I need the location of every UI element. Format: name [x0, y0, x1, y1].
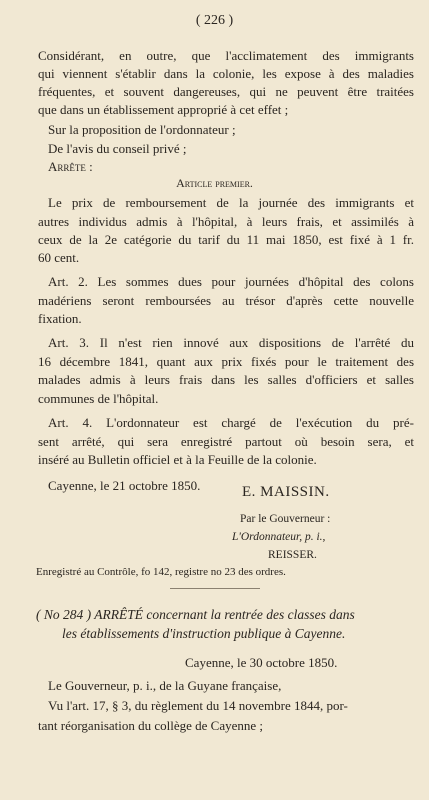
signatory-name: E. MAISSIN. [242, 484, 330, 500]
ordonnateur-line: L'Ordonnateur, p. i., [232, 531, 326, 543]
decree-date: Cayenne, le 30 octobre 1850. [185, 655, 338, 670]
page-number: ( 226 ) [195, 13, 234, 28]
text-line: qui viennent s'établir dans la colonie, les expose à des maladies [38, 66, 414, 81]
text-line: sent arrêté, qui sera enregistré partout où besoin sera, et [38, 434, 414, 449]
text-line: fixation. [38, 311, 82, 326]
section-divider [170, 588, 260, 589]
text-line: Art. 3. Il n'est rien innové aux dispositions de l'arrêté du [48, 335, 414, 350]
text-line: madériens seront remboursées au trésor d'après cette nouvelle [38, 293, 414, 308]
signature-date: Cayenne, le 21 octobre 1850. [48, 478, 201, 493]
text-line: autres individus admis à l'hôpital, à leurs frais, et assimilés à [38, 214, 414, 229]
text-line: Art. 2. Les sommes dues pour journées d'hôpital des colons [48, 274, 414, 289]
text-line: Le prix de remboursement de la journée des immigrants et [48, 195, 414, 210]
text-line: 16 décembre 1841, quant aux prix fixés pour le traitement des [38, 354, 414, 369]
decree-title-cont: les établissements d'instruction publique à Cayenne. [62, 626, 346, 641]
text-line: ceux de la 2e catégorie du tarif du 11 mai 1850, est fixé à 1 fr. [38, 232, 414, 247]
text-line: Considérant, en outre, que l'acclimatement des immigrants [38, 48, 414, 63]
article-heading: Article premier. [176, 176, 253, 190]
text-line: Vu l'art. 17, § 3, du règlement du 14 novembre 1844, por- [48, 698, 348, 713]
text-line: Art. 4. L'ordonnateur est chargé de l'exécution du pré- [48, 415, 414, 430]
text-line: que dans un établissement approprié à cet effet ; [38, 102, 289, 117]
countersign-name: REISSER. [268, 549, 317, 561]
text-line: Sur la proposition de l'ordonnateur ; [48, 122, 236, 137]
text-line: De l'avis du conseil privé ; [48, 141, 187, 156]
countersign-line: Par le Gouverneur : [240, 513, 331, 525]
text-line: malades admis à leurs frais dans les salles d'officiers et salles [38, 372, 414, 387]
text-line: inséré au Bulletin officiel et à la Feuille de la colonie. [38, 452, 317, 467]
text-line: Le Gouverneur, p. i., de la Guyane française, [48, 678, 282, 693]
arrete-heading: Arrête : [48, 159, 93, 174]
text-line: tant réorganisation du collège de Cayenne ; [38, 718, 264, 733]
decree-title: ( No 284 ) ARRÊTÉ concernant la rentrée des classes dans [36, 607, 355, 622]
registration-note: Enregistré au Contrôle, fo 142, registre no 23 des ordres. [36, 566, 286, 578]
text-line: fréquentes, et souvent dangereuses, qui ne peuvent être traitées [38, 84, 414, 99]
text-line: 60 cent. [38, 250, 80, 265]
text-line: communes de l'hôpital. [38, 391, 159, 406]
